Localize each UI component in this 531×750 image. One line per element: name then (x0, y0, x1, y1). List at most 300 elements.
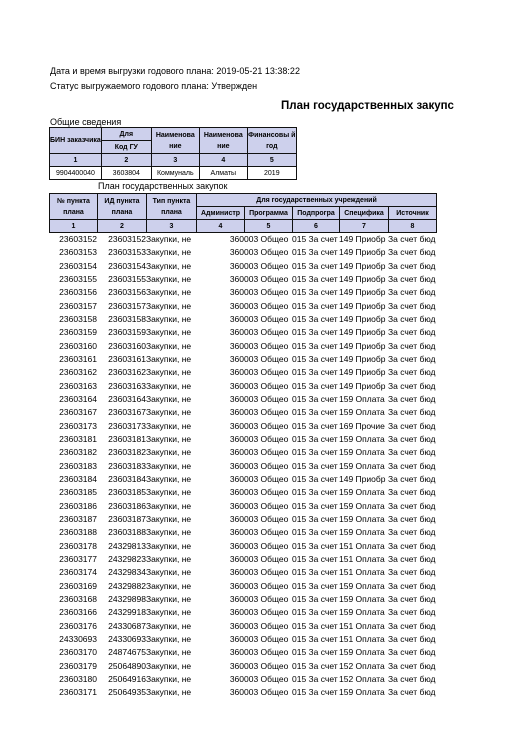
cell-program: 003 Общео (244, 340, 289, 351)
cell-source: За счет бюд (388, 473, 436, 484)
cell-subprogram: 015 За счет (292, 460, 338, 471)
cell-administrator: 360 (229, 540, 244, 551)
cell-administrator: 360 (229, 247, 244, 258)
table-row (49, 340, 436, 353)
table-row (49, 540, 436, 553)
header-source: Источник (389, 207, 437, 220)
cell-administrator: 360 (229, 580, 244, 591)
cell-specifics: 151 Оплата (339, 633, 385, 644)
cell-specifics: 159 Оплата (339, 433, 385, 444)
cell-item-type: Закупки, не (146, 353, 192, 364)
cell-source: За счет бюд (388, 660, 436, 671)
cell-source: За счет бюд (388, 487, 436, 498)
cell-program: 003 Общео (244, 287, 289, 298)
cell-program: 003 Общео (244, 487, 289, 498)
cell-subprogram: 015 За счет (292, 407, 338, 418)
cell-specifics: 151 Оплата (339, 540, 385, 551)
header-bin: БИН заказчика (50, 128, 102, 154)
cell-item-number: 23603167 (59, 407, 97, 418)
cell-item-type: Закупки, не (146, 660, 192, 671)
cell-program: 003 Общео (244, 407, 289, 418)
cell-item-id: 24329918 (108, 607, 146, 618)
cell-item-id: 25064890 (108, 660, 146, 671)
table-row (49, 233, 436, 246)
cell-specifics: 149 Приобр (339, 260, 386, 271)
cell-program: 003 Общео (244, 673, 289, 684)
cell-program: 003 Общео (244, 380, 289, 391)
cell-program: 003 Общео (244, 260, 289, 271)
cell-item-id: 23603154 (108, 260, 146, 271)
cell-program: 003 Общео (244, 567, 289, 578)
cell-item-number: 23603153 (59, 247, 97, 258)
cell-administrator: 360 (229, 327, 244, 338)
cell-source: За счет бюд (388, 234, 436, 244)
name-value-2: Алматы (199, 167, 247, 180)
table-row (49, 273, 436, 286)
table-row (49, 420, 436, 433)
cell-item-number: 23603187 (59, 513, 97, 524)
cell-item-type: Закупки, не (146, 287, 192, 298)
cell-program: 003 Общео (244, 607, 289, 618)
cell-subprogram: 015 За счет (292, 567, 338, 578)
table-row (49, 633, 436, 646)
cell-item-type: Закупки, не (146, 393, 192, 404)
cell-item-id: 23603155 (108, 273, 146, 284)
col-number: 3 (151, 154, 199, 167)
cell-specifics: 149 Приобр (339, 313, 386, 324)
cell-administrator: 360 (229, 234, 244, 244)
cell-item-number: 23603162 (59, 367, 97, 378)
cell-subprogram: 015 За счет (292, 420, 338, 431)
cell-source: За счет бюд (388, 367, 436, 378)
cell-source: За счет бюд (388, 673, 436, 684)
col-number: 7 (340, 220, 389, 233)
cell-administrator: 360 (229, 407, 244, 418)
table-row (49, 526, 436, 539)
cell-item-number: 23603176 (59, 620, 97, 631)
cell-program: 003 Общео (244, 580, 289, 591)
col-number: 4 (199, 154, 247, 167)
col-number: 2 (101, 154, 151, 167)
cell-source: За счет бюд (388, 647, 436, 658)
cell-source: За счет бюд (388, 500, 436, 511)
cell-specifics: 149 Приобр (339, 353, 386, 364)
cell-program: 003 Общео (244, 620, 289, 631)
cell-administrator: 360 (229, 260, 244, 271)
cell-subprogram: 015 За счет (292, 287, 338, 298)
cell-specifics: 151 Оплата (339, 553, 385, 564)
cell-administrator: 360 (229, 340, 244, 351)
cell-administrator: 360 (229, 567, 244, 578)
cell-administrator: 360 (229, 633, 244, 644)
cell-item-type: Закупки, не (146, 620, 192, 631)
cell-item-id: 23603183 (108, 460, 146, 471)
cell-item-number: 23603154 (59, 260, 97, 271)
cell-item-id: 24329898 (108, 593, 146, 604)
table-row (49, 313, 436, 326)
cell-subprogram: 015 За счет (292, 580, 338, 591)
cell-program: 003 Общео (244, 273, 289, 284)
cell-specifics: 159 Оплата (339, 460, 385, 471)
cell-item-number: 23603178 (59, 540, 97, 551)
cell-administrator: 360 (229, 620, 244, 631)
cell-source: За счет бюд (388, 687, 436, 698)
cell-item-number: 23603177 (59, 553, 97, 564)
cell-item-number: 23603185 (59, 487, 97, 498)
cell-specifics: 149 Приобр (339, 247, 386, 258)
table-row (49, 366, 436, 379)
cell-item-id: 23603185 (108, 487, 146, 498)
cell-item-type: Закупки, не (146, 300, 192, 311)
table-row (49, 500, 436, 513)
cell-specifics: 159 Оплата (339, 607, 385, 618)
cell-item-type: Закупки, не (146, 673, 192, 684)
cell-item-number: 23603158 (59, 313, 97, 324)
cell-administrator: 360 (229, 447, 244, 458)
table-row (49, 246, 436, 259)
cell-administrator: 360 (229, 527, 244, 538)
cell-subprogram: 015 За счет (292, 273, 338, 284)
cell-item-number: 23603161 (59, 353, 97, 364)
cell-administrator: 360 (229, 273, 244, 284)
cell-subprogram: 015 За счет (292, 647, 338, 658)
table-row (49, 620, 436, 633)
cell-subprogram: 015 За счет (292, 553, 338, 564)
cell-item-type: Закупки, не (146, 473, 192, 484)
cell-source: За счет бюд (388, 620, 436, 631)
cell-item-type: Закупки, не (146, 340, 192, 351)
table-row (49, 673, 436, 686)
cell-program: 003 Общео (244, 527, 289, 538)
cell-item-type: Закупки, не (146, 234, 192, 244)
table-row (49, 660, 436, 673)
table-row (49, 686, 436, 699)
cell-source: За счет бюд (388, 407, 436, 418)
header-gov-institutions: Для государственных учреждений (197, 194, 437, 207)
cell-administrator: 360 (229, 300, 244, 311)
cell-source: За счет бюд (388, 527, 436, 538)
cell-source: За счет бюд (388, 633, 436, 644)
cell-specifics: 149 Приобр (339, 380, 386, 391)
cell-subprogram: 015 За счет (292, 607, 338, 618)
cell-subprogram: 015 За счет (292, 313, 338, 324)
cell-item-type: Закупки, не (146, 633, 192, 644)
col-number: 8 (389, 220, 437, 233)
cell-administrator: 360 (229, 473, 244, 484)
table-row (49, 260, 436, 273)
cell-item-number: 23603157 (59, 300, 97, 311)
table-row (49, 553, 436, 566)
header-item-number: № пункта плана (50, 194, 98, 220)
cell-item-number: 23603188 (59, 527, 97, 538)
cell-specifics: 152 Оплата (339, 673, 385, 684)
cell-administrator: 360 (229, 500, 244, 511)
cell-administrator: 360 (229, 313, 244, 324)
table-row (49, 593, 436, 606)
cell-subprogram: 015 За счет (292, 487, 338, 498)
cell-program: 003 Общео (244, 513, 289, 524)
cell-item-type: Закупки, не (146, 447, 192, 458)
cell-specifics: 159 Оплата (339, 593, 385, 604)
cell-source: За счет бюд (388, 353, 436, 364)
table-row (49, 646, 436, 659)
header-item-type: Тип пункта плана (147, 194, 197, 220)
export-datetime: Дата и время выгрузки годового плана: 2019-05-21 13:38:22 (50, 66, 300, 76)
cell-item-number: 23603155 (59, 273, 97, 284)
cell-item-type: Закупки, не (146, 327, 192, 338)
col-number: 2 (98, 220, 147, 233)
table-row (49, 513, 436, 526)
cell-subprogram: 015 За счет (292, 260, 338, 271)
cell-source: За счет бюд (388, 327, 436, 338)
cell-subprogram: 015 За счет (292, 593, 338, 604)
cell-item-type: Закупки, не (146, 367, 192, 378)
cell-subprogram: 015 За счет (292, 380, 338, 391)
cell-source: За счет бюд (388, 580, 436, 591)
cell-item-number: 23603166 (59, 607, 97, 618)
cell-source: За счет бюд (388, 380, 436, 391)
cell-item-number: 23603168 (59, 593, 97, 604)
cell-source: За счет бюд (388, 433, 436, 444)
cell-item-number: 23603164 (59, 393, 97, 404)
cell-specifics: 149 Приобр (339, 367, 386, 378)
cell-item-id: 24329834 (108, 567, 146, 578)
cell-item-id: 23603163 (108, 380, 146, 391)
cell-subprogram: 015 За счет (292, 234, 338, 244)
cell-item-number: 23603170 (59, 647, 97, 658)
cell-program: 003 Общео (244, 367, 289, 378)
cell-program: 003 Общео (244, 327, 289, 338)
bin-value: 9904400040 (50, 167, 102, 180)
cell-subprogram: 015 За счет (292, 247, 338, 258)
cell-administrator: 360 (229, 487, 244, 498)
name-value-1: Коммуналь (151, 167, 199, 180)
cell-item-number: 23603182 (59, 447, 97, 458)
cell-item-id: 23603157 (108, 300, 146, 311)
cell-item-type: Закупки, не (146, 687, 192, 698)
cell-item-id: 23603181 (108, 433, 146, 444)
cell-item-number: 23603163 (59, 380, 97, 391)
cell-source: За счет бюд (388, 260, 436, 271)
table-row (49, 286, 436, 299)
cell-item-id: 24329882 (108, 580, 146, 591)
cell-subprogram: 015 За счет (292, 660, 338, 671)
plan-section-label: План государственных закупок (98, 181, 228, 191)
cell-program: 003 Общео (244, 393, 289, 404)
cell-item-id: 24330693 (108, 633, 146, 644)
cell-source: За счет бюд (388, 460, 436, 471)
cell-administrator: 360 (229, 593, 244, 604)
cell-item-id: 23603152 (108, 234, 146, 244)
header-gu-code: Код ГУ (101, 141, 151, 154)
cell-item-id: 23603167 (108, 407, 146, 418)
cell-item-number: 23603160 (59, 340, 97, 351)
cell-program: 003 Общео (244, 633, 289, 644)
cell-source: За счет бюд (388, 540, 436, 551)
plan-rows-table (49, 233, 436, 699)
col-number: 1 (50, 154, 102, 167)
cell-item-type: Закупки, не (146, 273, 192, 284)
cell-specifics: 152 Оплата (339, 660, 385, 671)
cell-subprogram: 015 За счет (292, 367, 338, 378)
cell-specifics: 149 Приобр (339, 473, 386, 484)
table-row (49, 473, 436, 486)
cell-source: За счет бюд (388, 447, 436, 458)
cell-item-type: Закупки, не (146, 527, 192, 538)
table-row (49, 353, 436, 366)
cell-specifics: 159 Оплата (339, 447, 385, 458)
cell-specifics: 151 Оплата (339, 620, 385, 631)
cell-item-id: 25064935 (108, 687, 146, 698)
cell-source: За счет бюд (388, 513, 436, 524)
cell-source: За счет бюд (388, 593, 436, 604)
cell-program: 003 Общео (244, 540, 289, 551)
cell-source: За счет бюд (388, 340, 436, 351)
table-row (49, 300, 436, 313)
col-number: 4 (197, 220, 245, 233)
cell-item-number: 23603173 (59, 420, 97, 431)
header-subprogram: Подпрогра (293, 207, 340, 220)
cell-specifics: 159 Оплата (339, 527, 385, 538)
table-row (49, 393, 436, 406)
table-row (49, 566, 436, 579)
cell-subprogram: 015 За счет (292, 500, 338, 511)
cell-specifics: 149 Приобр (339, 340, 386, 351)
cell-administrator: 360 (229, 607, 244, 618)
cell-specifics: 149 Приобр (339, 287, 386, 298)
col-number: 5 (247, 154, 296, 167)
cell-specifics: 159 Оплата (339, 580, 385, 591)
table-row (49, 433, 436, 446)
cell-item-type: Закупки, не (146, 553, 192, 564)
plan-header-table (49, 193, 437, 233)
cell-specifics: 159 Оплата (339, 407, 385, 418)
cell-program: 003 Общео (244, 420, 289, 431)
cell-item-id: 23603186 (108, 500, 146, 511)
header-specifics: Специфика (340, 207, 389, 220)
cell-administrator: 360 (229, 460, 244, 471)
cell-program: 003 Общео (244, 500, 289, 511)
cell-administrator: 360 (229, 513, 244, 524)
table-row (49, 606, 436, 619)
cell-item-id: 23603182 (108, 447, 146, 458)
cell-item-id: 23603187 (108, 513, 146, 524)
cell-program: 003 Общео (244, 460, 289, 471)
cell-program: 003 Общео (244, 300, 289, 311)
cell-subprogram: 015 За счет (292, 527, 338, 538)
cell-subprogram: 015 За счет (292, 540, 338, 551)
cell-specifics: 169 Прочие (339, 420, 385, 431)
cell-program: 003 Общео (244, 660, 289, 671)
cell-item-id: 24330687 (108, 620, 146, 631)
cell-item-id: 23603160 (108, 340, 146, 351)
page-title: План государственных закупс (281, 100, 454, 112)
cell-specifics: 159 Оплата (339, 393, 385, 404)
cell-subprogram: 015 За счет (292, 327, 338, 338)
cell-item-type: Закупки, не (146, 593, 192, 604)
cell-item-id: 24874675 (108, 647, 146, 658)
cell-item-number: 23603183 (59, 460, 97, 471)
cell-subprogram: 015 За счет (292, 633, 338, 644)
gu-code-value: 3603804 (101, 167, 151, 180)
cell-item-type: Закупки, не (146, 513, 192, 524)
cell-administrator: 360 (229, 433, 244, 444)
cell-administrator: 360 (229, 687, 244, 698)
cell-item-type: Закупки, не (146, 580, 192, 591)
cell-subprogram: 015 За счет (292, 393, 338, 404)
cell-source: За счет бюд (388, 393, 436, 404)
cell-item-number: 23603171 (59, 687, 97, 698)
cell-item-number: 23603184 (59, 473, 97, 484)
cell-administrator: 360 (229, 420, 244, 431)
col-number: 3 (147, 220, 197, 233)
cell-source: За счет бюд (388, 247, 436, 258)
col-number: 1 (50, 220, 98, 233)
cell-source: За счет бюд (388, 420, 436, 431)
cell-item-id: 25064916 (108, 673, 146, 684)
cell-subprogram: 015 За счет (292, 473, 338, 484)
cell-subprogram: 015 За счет (292, 433, 338, 444)
cell-program: 003 Общео (244, 447, 289, 458)
cell-item-type: Закупки, не (146, 420, 192, 431)
header-fiscal-year: Финансовы й год (247, 128, 296, 154)
cell-administrator: 360 (229, 353, 244, 364)
cell-item-type: Закупки, не (146, 433, 192, 444)
cell-item-number: 23603181 (59, 433, 97, 444)
cell-item-id: 23603188 (108, 527, 146, 538)
col-number: 5 (245, 220, 293, 233)
cell-specifics: 159 Оплата (339, 500, 385, 511)
cell-item-number: 23603186 (59, 500, 97, 511)
cell-administrator: 360 (229, 673, 244, 684)
table-row (49, 326, 436, 339)
cell-item-id: 24329813 (108, 540, 146, 551)
cell-subprogram: 015 За счет (292, 340, 338, 351)
header-name-2: Наименова ние (199, 128, 247, 154)
header-administrator: Администр (197, 207, 245, 220)
cell-item-type: Закупки, не (146, 567, 192, 578)
cell-item-number: 23603174 (59, 567, 97, 578)
cell-item-id: 24329823 (108, 553, 146, 564)
cell-item-type: Закупки, не (146, 313, 192, 324)
col-number: 6 (293, 220, 340, 233)
table-row (49, 460, 436, 473)
cell-program: 003 Общео (244, 593, 289, 604)
table-row (49, 380, 436, 393)
plan-status: Статус выгружаемого годового плана: Утвержден (50, 81, 258, 91)
fiscal-year-value: 2019 (247, 167, 296, 180)
cell-item-number: 23603179 (59, 660, 97, 671)
cell-item-type: Закупки, не (146, 647, 192, 658)
cell-administrator: 360 (229, 393, 244, 404)
cell-program: 003 Общео (244, 687, 289, 698)
cell-specifics: 149 Приобр (339, 327, 386, 338)
cell-item-number: 23603180 (59, 673, 97, 684)
cell-subprogram: 015 За счет (292, 447, 338, 458)
cell-item-id: 23603161 (108, 353, 146, 364)
cell-specifics: 149 Приобр (339, 300, 386, 311)
cell-subprogram: 015 За счет (292, 353, 338, 364)
cell-administrator: 360 (229, 660, 244, 671)
cell-item-number: 24330693 (59, 633, 97, 644)
header-program: Программа (245, 207, 293, 220)
cell-item-number: 23603159 (59, 327, 97, 338)
cell-source: За счет бюд (388, 273, 436, 284)
cell-subprogram: 015 За счет (292, 687, 338, 698)
cell-subprogram: 015 За счет (292, 300, 338, 311)
cell-item-type: Закупки, не (146, 487, 192, 498)
cell-specifics: 151 Оплата (339, 567, 385, 578)
